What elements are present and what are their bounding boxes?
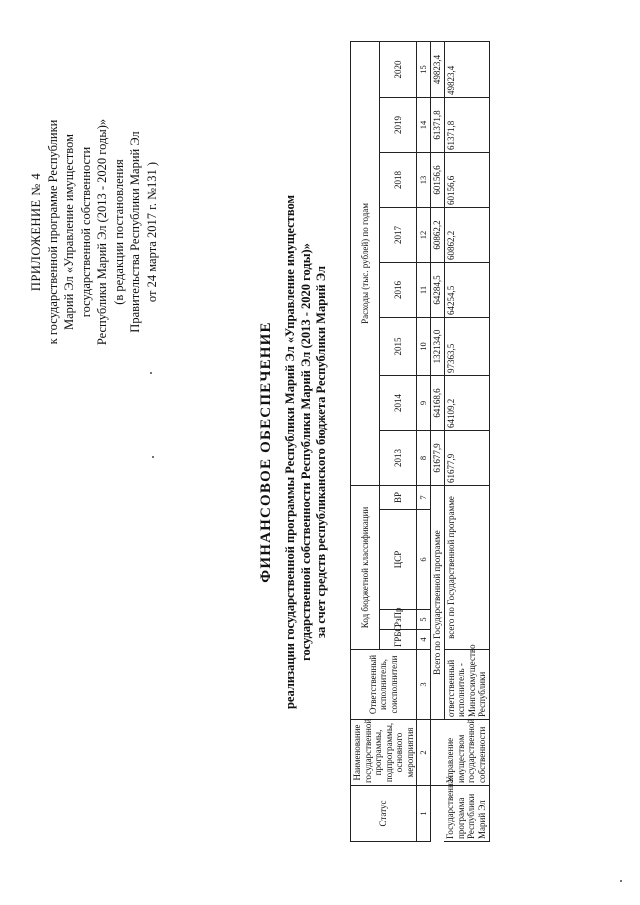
heading-line: реализации государственной программы Республики Марий Эл «Управление имуществом <box>283 194 297 710</box>
appendix-line: Правительства Республики Марий Эл <box>128 131 142 333</box>
col-number: 5 <box>417 610 431 630</box>
value-cell: 64168,6 <box>431 375 445 430</box>
value-cell: 60862,2 <box>431 207 445 262</box>
appendix-line: от 24 марта 2017 г. №131 ) <box>144 161 159 303</box>
value-cell: 49823,4 <box>431 41 445 97</box>
value-cell: 61677,9 <box>444 430 489 485</box>
row-name: Управление имуществом государственной собственности <box>444 720 489 786</box>
heading-line: за счет средств республиканского бюджета Республики Марий Эл <box>314 265 328 639</box>
row-status: Государственная программа Республики Марий Эл <box>444 786 489 842</box>
appendix-line: к государственной программе Республики <box>45 119 60 345</box>
appendix-title: ПРИЛОЖЕНИЕ № 4 <box>29 172 43 292</box>
value-cell: 60862,2 <box>444 207 489 262</box>
row-label: всего по Государственной программе <box>444 485 489 649</box>
row-executor: ответственный исполнитель - Мингосимущество Республики <box>444 650 489 720</box>
value-cell: 60156,6 <box>431 152 445 207</box>
appendix-line: государственной собственности <box>78 146 93 318</box>
value-cell: 61371,8 <box>444 97 489 152</box>
document-heading <box>258 42 330 862</box>
header-year: 2014 <box>380 375 417 430</box>
col-number: 6 <box>417 510 431 610</box>
value-cell: 60156,6 <box>444 152 489 207</box>
value-cell: 61677,9 <box>431 430 445 485</box>
document-page <box>20 22 620 882</box>
header-rzpr: РзПр <box>380 610 417 630</box>
appendix-block <box>28 52 160 412</box>
heading-line: государственной собственности Республики Марий Эл (2013 - 2020 годы)» <box>298 243 313 661</box>
col-number: 15 <box>417 41 431 97</box>
col-number: 8 <box>417 430 431 485</box>
col-number: 14 <box>417 97 431 152</box>
header-year: 2017 <box>380 207 417 262</box>
col-number: 9 <box>417 375 431 430</box>
appendix-line: Марий Эл «Управление имуществом <box>62 134 76 331</box>
value-cell: 49823,4 <box>444 41 489 97</box>
column-number-row <box>417 41 431 841</box>
header-year: 2018 <box>380 152 417 207</box>
scan-speck <box>620 880 622 882</box>
col-number: 11 <box>417 262 431 317</box>
header-year: 2016 <box>380 262 417 317</box>
header-year: 2019 <box>380 97 417 152</box>
header-year: 2013 <box>380 430 417 485</box>
header-expenses: Расходы (тыс. рублей) по годам <box>351 41 380 485</box>
col-number: 4 <box>417 630 431 650</box>
header-csr: ЦСР <box>380 510 417 610</box>
appendix-line: (в редакции постановления <box>111 159 126 305</box>
col-number: 3 <box>417 650 431 720</box>
value-cell: 61371,8 <box>431 97 445 152</box>
col-number: 13 <box>417 152 431 207</box>
col-number: 10 <box>417 317 431 375</box>
header-year: 2020 <box>380 41 417 97</box>
header-grbs: ГРБС <box>380 630 417 650</box>
col-number: 1 <box>417 786 431 842</box>
value-cell: 97363,5 <box>444 317 489 375</box>
value-cell: 132134,0 <box>431 317 445 375</box>
header-status: Статус <box>351 786 417 842</box>
table-row <box>444 41 489 841</box>
header-budget-code: Код бюджетной классификации <box>351 485 380 649</box>
scan-speck <box>152 456 154 458</box>
document-title: ФИНАНСОВОЕ ОБЕСПЕЧЕНИЕ <box>258 321 274 583</box>
header-year: 2015 <box>380 317 417 375</box>
appendix-line: Республики Марий Эл (2013 - 2020 годы)» <box>95 118 109 346</box>
header-executor: Ответственный исполнитель, соисполнители <box>351 650 417 720</box>
scan-speck <box>150 372 152 374</box>
row-label: Всего по Государственной программе <box>431 485 445 719</box>
value-cell: 64254,5 <box>444 262 489 317</box>
financing-table <box>350 41 490 842</box>
header-vr: ВР <box>380 485 417 509</box>
col-number: 2 <box>417 720 431 786</box>
value-cell: 64109,2 <box>444 375 489 430</box>
table-row <box>431 41 445 841</box>
value-cell: 64284,5 <box>431 262 445 317</box>
header-row <box>351 41 380 841</box>
header-name: Наименование государственной программы, подпрограммы, основного мероприятия <box>351 720 417 786</box>
col-number: 12 <box>417 207 431 262</box>
col-number: 7 <box>417 485 431 509</box>
